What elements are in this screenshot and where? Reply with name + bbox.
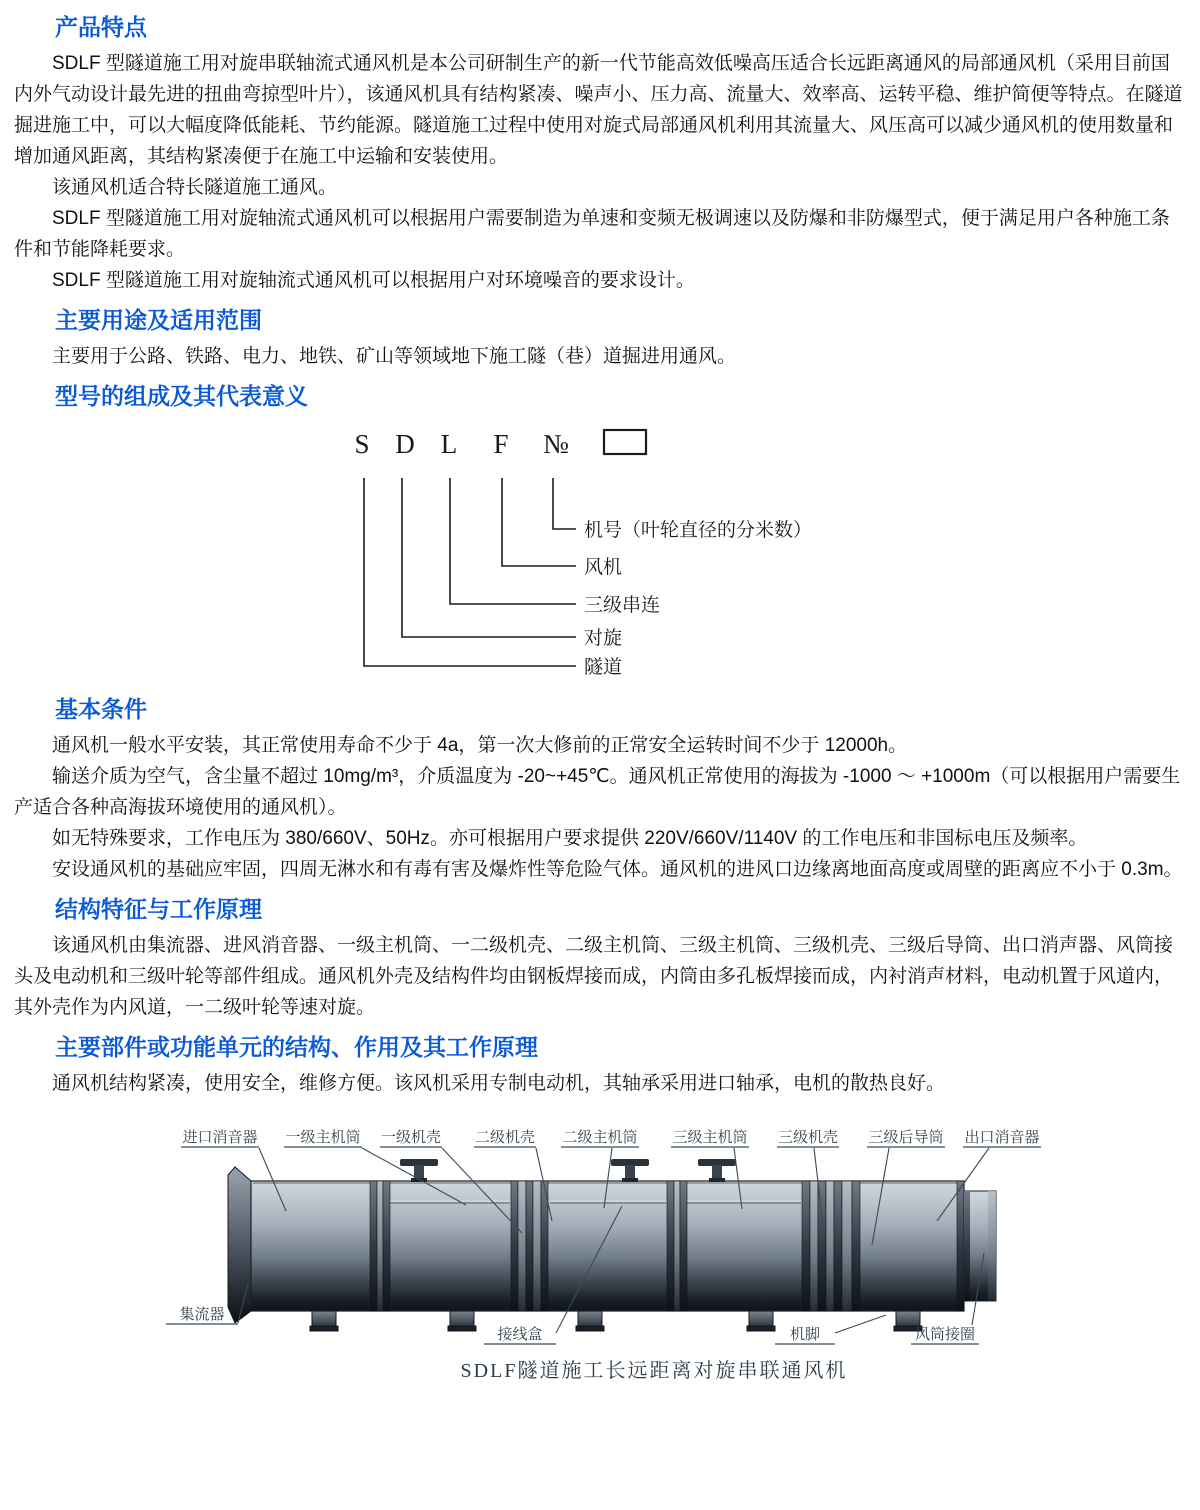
section-heading-conditions: 基本条件 — [55, 696, 147, 722]
model-letter: L — [440, 429, 458, 459]
model-label: 隧道 — [584, 657, 623, 678]
duct-joint-ring — [964, 1191, 996, 1301]
model-label: 风机 — [584, 557, 623, 578]
fan-caption: SDLF隧道施工长远距离对旋串联通风机 — [460, 1360, 848, 1382]
fan-top-label: 进口消音器 — [182, 1129, 258, 1146]
fan-structure-diagram — [14, 1111, 1200, 1403]
model-label: 三级串连 — [584, 595, 661, 616]
paragraph: 该通风机适合特长隧道施工通风。 — [52, 177, 338, 198]
lifting-handles — [400, 1159, 736, 1182]
section-heading-components: 主要部件或功能单元的结构、作用及其工作原理 — [55, 1034, 538, 1060]
paragraph: 输送介质为空气，含尘量不超过 10mg/m³，介质温度为 -20~+45℃。通风机正常使用的海拔为 -1000 ～ +1000m（可以根据用户需要生产适合各种高海拔环境使用的通风机）。 — [14, 766, 1181, 818]
fan-top-label: 二级主机筒 — [562, 1129, 638, 1146]
model-letter: S — [354, 429, 370, 459]
fan-bottom-label: 集流器 — [179, 1306, 225, 1323]
paragraph: 主要用于公路、铁路、电力、地铁、矿山等领域地下施工隧（巷）道掘进用通风。 — [52, 346, 737, 367]
fan-bottom-label: 机脚 — [789, 1326, 821, 1343]
fan-top-label: 一级机壳 — [380, 1129, 442, 1146]
section-heading-model: 型号的组成及其代表意义 — [55, 383, 308, 409]
paragraph: 通风机结构紧凑，使用安全，维修方便。该风机采用专制电动机，其轴承采用进口轴承，电机的散热良好。 — [52, 1073, 946, 1094]
fan-top-label: 三级主机筒 — [672, 1129, 748, 1146]
fan-top-label: 一级主机筒 — [285, 1129, 361, 1146]
model-letter: D — [395, 429, 415, 459]
fan-bottom-label: 接线盒 — [497, 1326, 543, 1343]
paragraph: SDLF 型隧道施工用对旋轴流式通风机可以根据用户对环境噪音的要求设计。 — [52, 270, 695, 291]
model-number-box — [604, 430, 646, 454]
model-label: 机号（叶轮直径的分米数） — [584, 520, 813, 541]
fan-top-label: 出口消音器 — [964, 1129, 1040, 1146]
paragraph: 如无特殊要求，工作电压为 380/660V、50Hz。亦可根据用户要求提供 220V/660V/1140V 的工作电压和非国标电压及频率。 — [52, 828, 1088, 849]
model-leader-lines — [364, 478, 576, 666]
paragraph: SDLF 型隧道施工用对旋轴流式通风机可以根据用户需要制造为单速和变频无极调速以及防爆和非防爆型式，便于满足用户各种施工条件和节能降耗要求。 — [14, 208, 1170, 260]
paragraph: 安设通风机的基础应牢固，四周无淋水和有毒有害及爆炸性等危险气体。通风机的进风口边缘离地面高度或周壁的距离应不小于 0.3m。 — [52, 859, 1183, 880]
fan-top-label: 三级机壳 — [777, 1129, 839, 1146]
fan-top-label: 二级机壳 — [474, 1129, 536, 1146]
model-letter: F — [493, 429, 509, 459]
section-heading-usage: 主要用途及适用范围 — [55, 307, 262, 333]
paragraph: SDLF 型隧道施工用对旋串联轴流式通风机是本公司研制生产的新一代节能高效低噪高压适合长远距离通风的局部通风机（采用目前国内外气动设计最先进的扭曲弯掠型叶片），该通风机具有结构紧凑、噪声小、压力高、流量大、效率高、运转平稳、维护简便等特点。在隧道掘进施工中，可以大幅度降低能耗、节约能源。隧道施工过程中使用对旋式局部通风机利用其流量大、风压高可以减少通风机的使用数量和增加通风距离，其结构紧凑便于在施工中运输和安装使用。 — [14, 53, 1183, 167]
paragraph: 该通风机由集流器、进风消音器、一级主机筒、一二级机壳、二级主机筒、三级主机筒、三级机壳、三级后导筒、出口消声器、风筒接头及电动机和三级叶轮等部件组成。通风机外壳及结构件均由钢板焊接而成，内筒由多孔板焊接而成，内衬消声材料，电动机置于风道内，其外壳作为内风道，一二级叶轮等速对旋。 — [14, 935, 1174, 1018]
model-composition-diagram — [14, 417, 1200, 685]
bell-mouth — [228, 1167, 251, 1323]
fan-top-label: 三级后导筒 — [868, 1129, 944, 1146]
fan-bottom-label: 风筒接圈 — [914, 1326, 976, 1343]
section-heading-features: 产品特点 — [55, 14, 147, 40]
model-letter: № — [543, 429, 569, 459]
section-heading-structure: 结构特征与工作原理 — [55, 896, 262, 922]
paragraph: 通风机一般水平安装，其正常使用寿命不少于 4a，第一次大修前的正常安全运转时间不少于 12000h。 — [52, 735, 908, 756]
model-label: 对旋 — [584, 628, 623, 649]
fan-bottom-underlines — [166, 1324, 979, 1344]
